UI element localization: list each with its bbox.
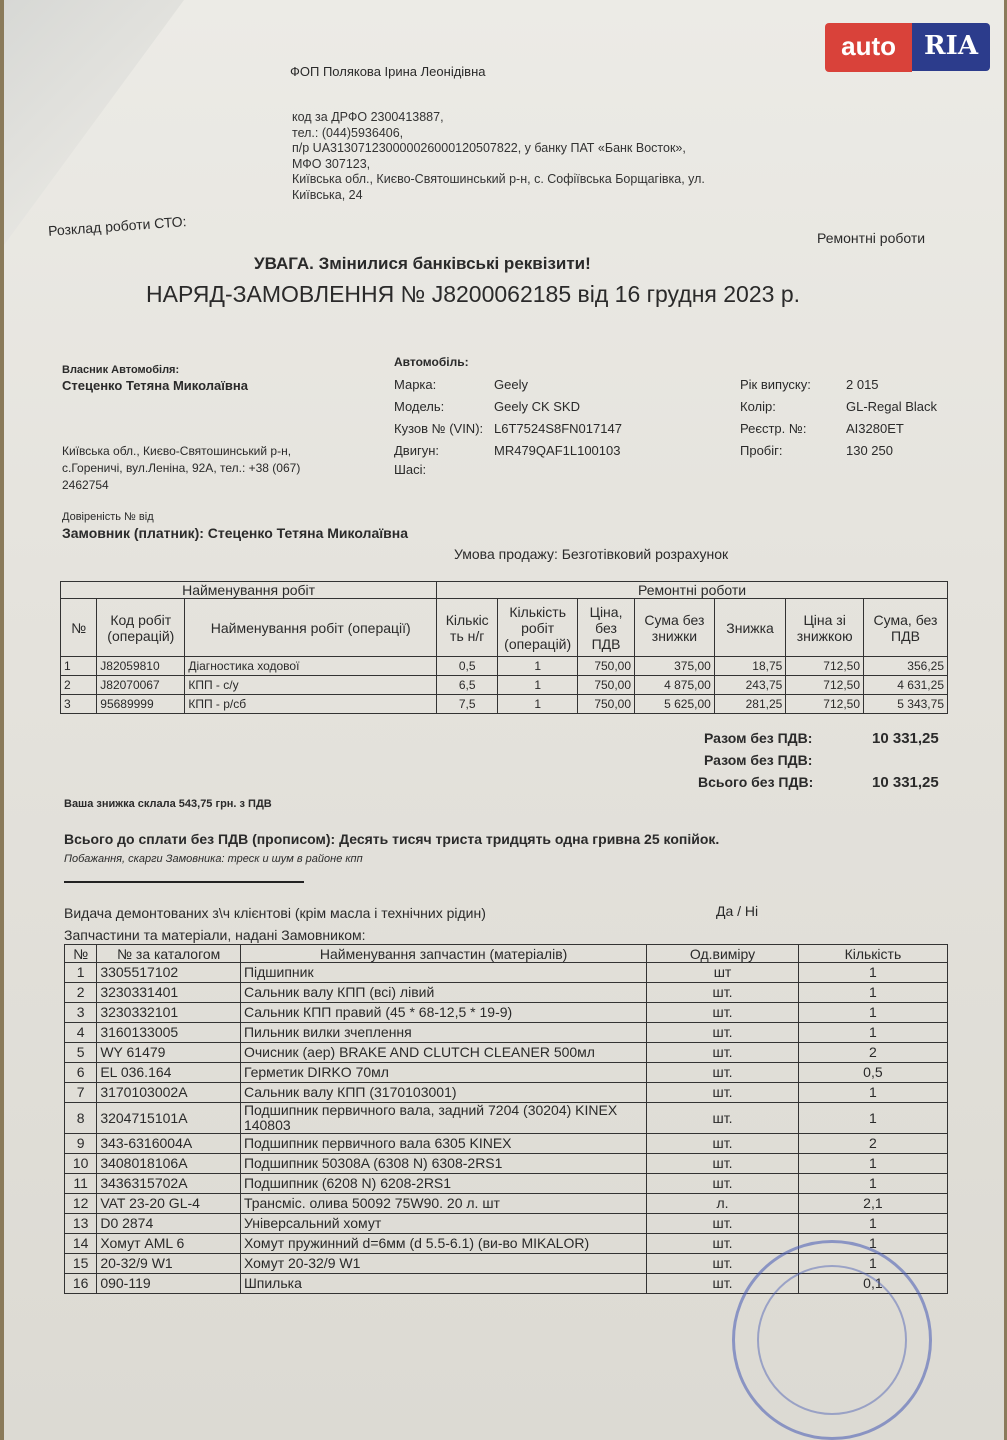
- parts-row: [65, 1214, 948, 1234]
- parts-cell: 1: [798, 983, 947, 1003]
- works-cell: 1: [61, 657, 97, 676]
- owner-label: Власник Автомобіля:: [62, 364, 180, 376]
- parts-cell: 3436315702A: [97, 1174, 241, 1194]
- parts-row: [65, 1043, 948, 1063]
- parts-cell: шт.: [647, 1134, 799, 1154]
- parts-cell: 13: [65, 1214, 97, 1234]
- parts-cell: шт.: [647, 1214, 799, 1234]
- works-col-header: Знижка: [714, 599, 785, 657]
- parts-cell: шт.: [647, 1003, 799, 1023]
- car-field-label: Пробіг:: [740, 443, 783, 458]
- proxy-label: Довіреність № від: [62, 511, 154, 523]
- owner-address-line: Київська обл., Києво-Святошинський р-н,: [62, 444, 292, 458]
- parts-col-header: Од.виміру: [647, 945, 799, 963]
- works-cell: 1: [498, 695, 578, 714]
- requisite-line: МФО 307123,: [292, 156, 371, 171]
- works-col-header: Ціна, без ПДВ: [578, 599, 635, 657]
- parts-cell: шт.: [647, 1274, 799, 1294]
- total-label: Всього без ПДВ:: [698, 774, 814, 790]
- parts-col-header: Кількість: [798, 945, 947, 963]
- total-in-words: Всього до сплати без ПДВ (прописом): Десять тисяч триста тридцять одна гривна 25 копійок.: [64, 831, 720, 847]
- parts-cell: 15: [65, 1254, 97, 1274]
- car-field-value: L6T7524S8FN017147: [494, 421, 622, 436]
- autoria-logo: [825, 22, 990, 72]
- company-requisites: [292, 110, 705, 203]
- works-col-header: Найменування робіт (операції): [185, 599, 437, 657]
- works-cell: 712,50: [786, 676, 864, 695]
- parts-cell: 343-6316004A: [97, 1134, 241, 1154]
- parts-cell: 1: [798, 1154, 947, 1174]
- parts-row: [65, 963, 948, 983]
- parts-cell: 4: [65, 1023, 97, 1043]
- works-cell: 0,5: [437, 657, 498, 676]
- parts-cell: Хомут 20-32/9 W1: [240, 1254, 646, 1274]
- parts-cell: 9: [65, 1134, 97, 1154]
- parts-cell: 2: [798, 1043, 947, 1063]
- parts-cell: 3204715101A: [97, 1103, 241, 1134]
- parts-cell: 3160133005: [97, 1023, 241, 1043]
- parts-cell: 3305517102: [97, 963, 241, 983]
- parts-cell: шт.: [647, 1043, 799, 1063]
- parts-cell: VAT 23-20 GL-4: [97, 1194, 241, 1214]
- parts-cell: Очисник (аер) BRAKE AND CLUTCH CLEANER 500мл: [240, 1043, 646, 1063]
- parts-cell: 5: [65, 1043, 97, 1063]
- total-label: Разом без ПДВ:: [704, 730, 813, 746]
- parts-cell: Сальник валу КПП (3170103001): [240, 1083, 646, 1103]
- total-value: 10 331,25: [872, 774, 939, 791]
- parts-cell: 3: [65, 1003, 97, 1023]
- parts-cell: л.: [647, 1194, 799, 1214]
- works-row: [61, 657, 948, 676]
- customer-line: Замовник (платник): Стеценко Тетяна Миколаївна: [62, 525, 409, 541]
- parts-cell: Подшипник (6208 N) 6208-2RS1: [240, 1174, 646, 1194]
- parts-cell: 2: [798, 1134, 947, 1154]
- parts-cell: Подшипник первичного вала 6305 KINEX: [240, 1134, 646, 1154]
- parts-cell: 6: [65, 1063, 97, 1083]
- parts-row: [65, 1003, 948, 1023]
- parts-cell: 10: [65, 1154, 97, 1174]
- parts-cell: 1: [798, 1023, 947, 1043]
- parts-cell: 11: [65, 1174, 97, 1194]
- parts-row: [65, 1134, 948, 1154]
- works-cell: J82070067: [97, 676, 185, 695]
- car-field-value: Geely: [494, 377, 528, 392]
- repair-label: Ремонтні роботи: [817, 230, 926, 246]
- works-cell: 5 625,00: [635, 695, 715, 714]
- requisite-line: п/р UA313071230000026000120507822, у банку ПАТ «Банк Восток»,: [292, 141, 686, 155]
- parts-cell: Герметик DIRKO 70мл: [240, 1063, 646, 1083]
- parts-row: [65, 1154, 948, 1174]
- works-cell: 750,00: [578, 676, 635, 695]
- parts-cell: D0 2874: [97, 1214, 241, 1234]
- works-col-header: Сума, без ПДВ: [864, 599, 948, 657]
- parts-cell: 1: [798, 1254, 947, 1274]
- parts-cell: 3230332101: [97, 1003, 241, 1023]
- parts-title: Запчастини та матеріали, надані Замовником:: [64, 927, 366, 943]
- parts-cell: Підшипник: [240, 963, 646, 983]
- parts-issue-label: Видача демонтованих з\ч клієнтові (крім масла і технічних рідин): [64, 905, 486, 921]
- paper-shadow: [4, 0, 204, 250]
- notice-heading: УВАГА. Змінилися банківські реквізити!: [254, 254, 591, 273]
- parts-cell: Хомут AML 6: [97, 1234, 241, 1254]
- works-cell: 243,75: [714, 676, 785, 695]
- parts-cell: 1: [798, 1234, 947, 1254]
- parts-cell: 090-119: [97, 1274, 241, 1294]
- car-field-label: Рік випуску:: [740, 377, 811, 392]
- parts-cell: шт.: [647, 1234, 799, 1254]
- works-cell: 2: [61, 676, 97, 695]
- parts-cell: 20-32/9 W1: [97, 1254, 241, 1274]
- works-col-header: Ціна зі знижкою: [786, 599, 864, 657]
- parts-cell: 3170103002A: [97, 1083, 241, 1103]
- works-row: [61, 695, 948, 714]
- parts-cell: Пильник вилки зчеплення: [240, 1023, 646, 1043]
- car-field-label: Колір:: [740, 399, 776, 414]
- car-field-label: Шасі:: [394, 462, 427, 477]
- document-page: [4, 0, 1004, 1440]
- works-cell: КПП - р/сб: [185, 695, 437, 714]
- car-field-value: MR479QAF1L100103: [494, 443, 621, 458]
- parts-cell: EL 036.164: [97, 1063, 241, 1083]
- works-group-header: Ремонтні роботи: [437, 582, 948, 599]
- stamp-inner-ring: [757, 1265, 907, 1415]
- works-table: [60, 581, 948, 714]
- parts-row: [65, 1023, 948, 1043]
- parts-cell: шт: [647, 963, 799, 983]
- parts-row: [65, 1194, 948, 1214]
- requisite-line: код за ДРФО 2300413887,: [292, 110, 444, 124]
- sale-terms: Умова продажу: Безготівковий розрахунок: [454, 546, 729, 562]
- requisite-line: Київська обл., Києво-Святошинський р-н, с. Софіївська Борщагівка, ул.: [292, 172, 705, 186]
- car-field-value: AI3280ET: [846, 421, 904, 436]
- parts-cell: Трансміс. олива 50092 75W90. 20 л. шт: [240, 1194, 646, 1214]
- parts-col-header: № за каталогом: [97, 945, 241, 963]
- car-field-value: GL-Regal Black: [846, 399, 938, 414]
- works-cell: 1: [498, 657, 578, 676]
- works-cell: 1: [498, 676, 578, 695]
- parts-row: [65, 1063, 948, 1083]
- works-cell: 375,00: [635, 657, 715, 676]
- works-cell: 281,25: [714, 695, 785, 714]
- works-col-header: Кількість робіт (операцій): [498, 599, 578, 657]
- schedule-label: Розклад роботи СТО:: [47, 213, 187, 239]
- parts-cell: 3230331401: [97, 983, 241, 1003]
- owner-name: Стеценко Тетяна Миколаївна: [62, 378, 248, 393]
- divider-line: [64, 881, 304, 883]
- parts-cell: Сальник валу КПП (всі) лівий: [240, 983, 646, 1003]
- parts-cell: 1: [798, 963, 947, 983]
- car-label: Автомобіль:: [394, 355, 469, 369]
- logo-part-ria: RIA: [912, 23, 990, 71]
- parts-row: [65, 1174, 948, 1194]
- parts-cell: шт.: [647, 983, 799, 1003]
- parts-cell: шт.: [647, 1083, 799, 1103]
- parts-cell: 1: [798, 1214, 947, 1234]
- parts-cell: 0,1: [798, 1274, 947, 1294]
- parts-cell: Сальник КПП правий (45 * 68-12,5 * 19-9): [240, 1003, 646, 1023]
- parts-cell: 1: [798, 1003, 947, 1023]
- car-field-label: Марка:: [394, 377, 437, 392]
- parts-cell: 1: [798, 1103, 947, 1134]
- parts-cell: 14: [65, 1234, 97, 1254]
- parts-cell: WY 61479: [97, 1043, 241, 1063]
- parts-cell: 0,5: [798, 1063, 947, 1083]
- works-group-header: Найменування робіт: [61, 582, 437, 599]
- works-cell: 5 343,75: [864, 695, 948, 714]
- parts-cell: шт.: [647, 1254, 799, 1274]
- owner-address-line: с.Гореничі, вул.Леніна, 92А, тел.: +38 (067): [62, 461, 301, 475]
- company-name: ФОП Полякова Ірина Леонідівна: [290, 64, 486, 79]
- works-col-header: Код робіт (операцій): [97, 599, 185, 657]
- car-field-label: Кузов № (VIN):: [394, 421, 484, 436]
- works-cell: 7,5: [437, 695, 498, 714]
- works-cell: 95689999: [97, 695, 185, 714]
- parts-cell: Хомут пружинний d=6мм (d 5.5-6.1) (ви-во MIKALOR): [240, 1234, 646, 1254]
- works-cell: 4 875,00: [635, 676, 715, 695]
- parts-cell: Універсальний хомут: [240, 1214, 646, 1234]
- total-value: 10 331,25: [872, 730, 939, 747]
- car-field-label: Модель:: [394, 399, 445, 414]
- works-col-header: Сума без знижки: [635, 599, 715, 657]
- parts-cell: шт.: [647, 1154, 799, 1174]
- requisite-line: тел.: (044)5936406,: [292, 125, 404, 140]
- works-cell: 3: [61, 695, 97, 714]
- parts-row: [65, 1103, 948, 1134]
- parts-cell: шт.: [647, 1023, 799, 1043]
- parts-cell: 16: [65, 1274, 97, 1294]
- company-stamp: [732, 1240, 932, 1440]
- total-label: Разом без ПДВ:: [704, 752, 813, 768]
- parts-cell: 7: [65, 1083, 97, 1103]
- works-cell: КПП - с/у: [185, 676, 437, 695]
- parts-cell: 1: [798, 1174, 947, 1194]
- parts-cell: шт.: [647, 1174, 799, 1194]
- parts-cell: 1: [65, 963, 97, 983]
- discount-note: Ваша знижка склала 543,75 грн. з ПДВ: [64, 798, 272, 810]
- parts-row: [65, 983, 948, 1003]
- car-field-value: 2 015: [846, 377, 879, 392]
- requisite-line: Київська, 24: [292, 187, 363, 202]
- works-col-header: Кількіс ть н/г: [437, 599, 498, 657]
- works-cell: 6,5: [437, 676, 498, 695]
- works-cell: Діагностика ходової: [185, 657, 437, 676]
- parts-cell: шт.: [647, 1103, 799, 1134]
- car-field-value: Geely CK SKD: [494, 399, 580, 414]
- car-field-label: Двигун:: [394, 443, 440, 458]
- parts-cell: шт.: [647, 1063, 799, 1083]
- yes-no-option: Да / Ні: [716, 903, 759, 919]
- works-cell: 4 631,25: [864, 676, 948, 695]
- customer-complaints: Побажання, скарги Замовника: треск и шум в районе кпп: [64, 853, 363, 865]
- parts-cell: 8: [65, 1103, 97, 1134]
- logo-part-auto: auto: [825, 23, 912, 72]
- works-cell: 750,00: [578, 657, 635, 676]
- car-field-value: 130 250: [846, 443, 893, 458]
- car-field-label: Реєстр. №:: [740, 421, 807, 436]
- parts-cell: 2: [65, 983, 97, 1003]
- order-title: НАРЯД-ЗАМОВЛЕННЯ № J8200062185 від 16 грудня 2023 р.: [146, 281, 800, 307]
- parts-cell: Шпилька: [240, 1274, 646, 1294]
- works-cell: J82059810: [97, 657, 185, 676]
- works-cell: 712,50: [786, 657, 864, 676]
- parts-cell: 3408018106A: [97, 1154, 241, 1174]
- parts-col-header: №: [65, 945, 97, 963]
- parts-cell: 1: [798, 1083, 947, 1103]
- parts-row: [65, 1083, 948, 1103]
- parts-cell: 2,1: [798, 1194, 947, 1214]
- parts-cell: Подшипник первичного вала, задний 7204 (30204) KINEX 140803: [240, 1103, 646, 1134]
- parts-cell: 12: [65, 1194, 97, 1214]
- parts-col-header: Найменування запчастин (матеріалів): [240, 945, 646, 963]
- works-cell: 712,50: [786, 695, 864, 714]
- works-cell: 750,00: [578, 695, 635, 714]
- works-cell: 356,25: [864, 657, 948, 676]
- works-col-header: №: [61, 599, 97, 657]
- works-cell: 18,75: [714, 657, 785, 676]
- owner-address-line: 2462754: [62, 478, 109, 492]
- works-row: [61, 676, 948, 695]
- parts-cell: Подшипник 50308A (6308 N) 6308-2RS1: [240, 1154, 646, 1174]
